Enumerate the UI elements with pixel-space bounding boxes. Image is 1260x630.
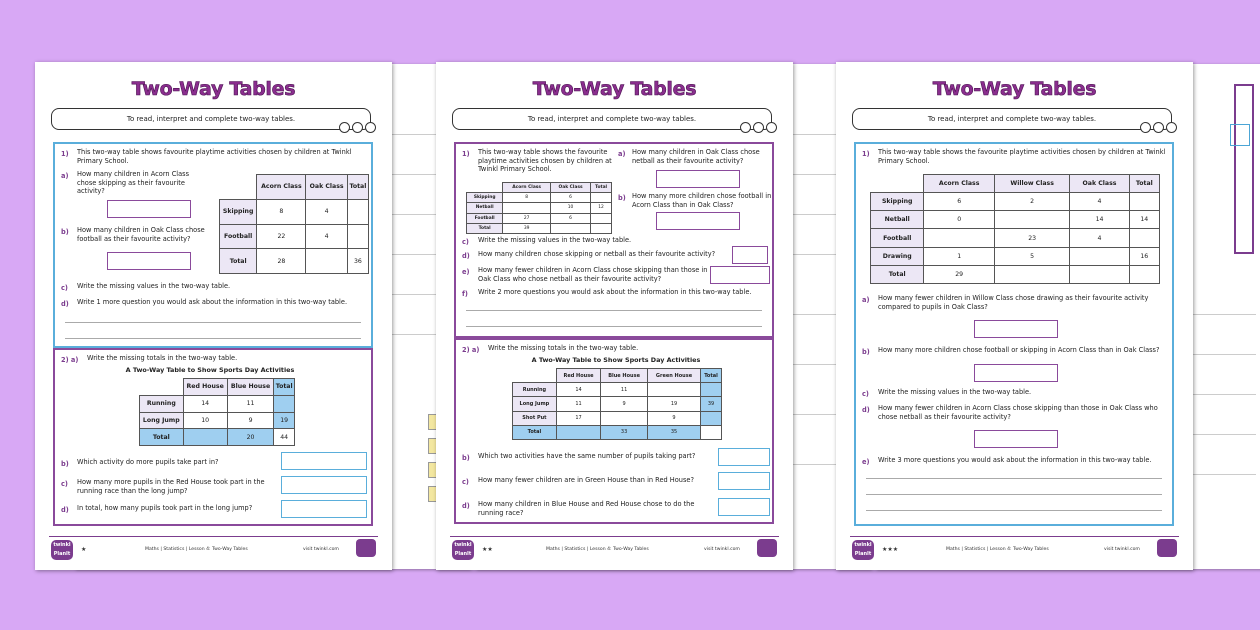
table-row-label: Total [513,425,557,439]
table-header: Total [701,369,722,383]
table-cell: 14 [1070,211,1129,229]
worksheet-1-front-page [35,62,392,570]
question-1: This two-way table shows the favourite playtime activities chosen by children at Twinkl Primary School. [878,148,1166,165]
table-header: Total [591,183,612,193]
table-cell: 17 [556,411,600,425]
table-cell: 4 [1070,229,1129,247]
answer-box-1a[interactable] [107,200,191,218]
table-row-label: Running [140,395,184,412]
worksheet-3 [836,62,1226,570]
table-cell: 28 [257,249,306,274]
table-cell: 9 [601,397,648,411]
table-cell[interactable] [924,229,994,247]
table-title: A Two-Way Table to Show Sports Day Activities [125,366,295,374]
footer-lesson-text: Maths | Statistics | Lesson 4: Two-Way Tables [546,547,649,552]
table-header: Oak Class [1070,175,1129,193]
question-2c: How many fewer children are in Green House than in Red House? [478,476,694,484]
table-header: Blue House [227,379,274,396]
question-2d: How many children in Blue House and Red House chose to do the running race? [478,500,695,517]
table-cell[interactable] [347,224,368,249]
table-cell: 27 [503,213,551,223]
answer-box-1b[interactable] [656,212,740,230]
question-1a: How many children in Oak Class chose netball as their favourite activity? [632,148,760,165]
answer-box-1e[interactable] [710,266,770,284]
question-1a: How many fewer children in Willow Class chose drawing as their favourite activity compared to pupils in Oak Class? [878,294,1149,311]
footer-url: visit twinkl.com [704,547,740,552]
table-row-label: Long Jump [140,412,184,429]
table-cell: 1 [924,247,994,265]
table-cell: 39 [503,223,551,233]
table-header: Acorn Class [924,175,994,193]
table-cell: 4 [306,224,347,249]
table-cell[interactable] [701,425,722,439]
question-1c: Write the missing values in the two-way table. [77,282,231,290]
table-cell[interactable] [1129,265,1159,283]
question-1d: Write 1 more question you would ask about the information in this two-way table. [77,298,348,306]
table-cell: 12 [591,203,612,213]
table-row-label: Drawing [871,247,924,265]
table-cell: 44 [274,429,295,446]
question-1c: Write the missing values in the two-way table. [878,388,1032,396]
question-1b: How many more children chose football in Acorn Class than in Oak Class? [632,192,772,209]
table-cell: 6 [550,193,590,203]
footer-lesson-text: Maths | Statistics | Lesson 4: Two-Way Tables [145,547,248,552]
twinkl-logo: twinkl PlanIt [51,540,73,560]
table-row-label: Total [467,223,503,233]
two-way-table-2 [512,368,722,440]
question-1a: How many children in Acorn Class chose skipping as their favourite activity? [77,170,190,196]
planit-badge-icon [757,539,777,557]
table-cell: 8 [257,199,306,224]
table-cell: 2 [994,193,1070,211]
table-cell[interactable] [1070,265,1129,283]
table-cell: 8 [503,193,551,203]
two-way-table-1 [219,174,369,274]
worksheet-2-front-page [436,62,793,570]
answer-box-1a[interactable] [974,320,1058,338]
two-way-table-1 [466,182,612,234]
worksheet-title: Two-Way Tables [131,78,296,100]
table-cell: 14 [1129,211,1159,229]
page-footer [436,536,793,564]
table-cell: 6 [924,193,994,211]
answer-box-2d[interactable] [718,498,770,516]
question-1f: Write 2 more questions you would ask about the information in this two-way table. [478,288,752,296]
worksheet-3-front-page [836,62,1193,570]
table-header: Green House [647,369,700,383]
question-2c: How many more pupils in the Red House took part in the running race than the long jump? [77,478,265,495]
table-row-label: Football [467,213,503,223]
table-cell: 35 [647,425,700,439]
table-cell: 10 [183,412,227,429]
table-cell[interactable] [701,411,722,425]
answer-box-2c[interactable] [718,472,770,490]
table-row-label: Total [140,429,184,446]
table-cell: 20 [227,429,274,446]
table-cell: 0 [924,211,994,229]
table-cell: 11 [601,383,648,397]
table-cell: 33 [601,425,648,439]
table-cell[interactable] [183,429,227,446]
question-1e: How many fewer children in Acorn Class chose skipping than those in Oak Class who chose netball as their favourite activity? [478,266,708,283]
table-header: Total [347,175,368,200]
worksheet-title: Two-Way Tables [532,78,697,100]
question-1: This two-way table shows favourite playtime activities chosen by children at Twinkl Primary School. [77,148,352,165]
answer-box-1a[interactable] [656,170,740,188]
table-row-label: Running [513,383,557,397]
table-row-label: Netball [467,203,503,213]
table-cell: 9 [227,412,274,429]
answer-box-1d[interactable] [974,430,1058,448]
question-1d: How many children chose skipping or netball as their favourite activity? [478,250,716,258]
table-row-label: Skipping [871,193,924,211]
twinkl-logo: twinkl PlanIt [852,540,874,560]
table-cell[interactable] [994,265,1070,283]
table-cell: 4 [306,199,347,224]
question-2d: In total, how many pupils took part in the long jump? [77,504,253,512]
planit-badge-icon [1157,539,1177,557]
page-footer [35,536,392,564]
table-header: Acorn Class [257,175,306,200]
table-cell: 5 [994,247,1070,265]
table-header: Total [274,379,295,396]
table-row-label: Skipping [467,193,503,203]
worksheet-title: Two-Way Tables [932,78,1097,100]
table-header: Oak Class [550,183,590,193]
learning-objective: To read, interpret and complete two-way tables. [852,108,1172,130]
footer-url: visit twinkl.com [1104,547,1140,552]
answer-box-2d[interactable] [281,500,367,518]
table-header: Willow Class [994,175,1070,193]
page-footer [836,536,1193,564]
learning-objective: To read, interpret and complete two-way tables. [51,108,371,130]
difficulty-stars: ★ [81,546,87,553]
learning-objective: To read, interpret and complete two-way tables. [452,108,772,130]
question-2b: Which activity do more pupils take part in? [77,458,219,466]
table-cell: 19 [274,412,295,429]
planit-badge-icon [356,539,376,557]
footer-url: visit twinkl.com [303,547,339,552]
table-cell[interactable] [556,425,600,439]
table-cell: 39 [701,397,722,411]
table-cell: 36 [347,249,368,274]
table-cell[interactable] [274,395,295,412]
question-1: This two-way table shows the favourite playtime activities chosen by children at Twinkl Primary School. [478,148,612,174]
table-row-label: Netball [871,211,924,229]
table-cell[interactable] [591,213,612,223]
table-cell[interactable] [1129,193,1159,211]
question-1c: Write the missing values in the two-way table. [478,236,632,244]
table-header: Blue House [601,369,648,383]
worksheet-2 [436,62,826,570]
table-header: Red House [556,369,600,383]
question-2: Write the missing totals in the two-way table. [87,354,238,362]
table-row-label: Long Jump [513,397,557,411]
table-row-label: Total [871,265,924,283]
table-cell: 6 [550,213,590,223]
question-2b: Which two activities have the same number of pupils taking part? [478,452,696,460]
table-header: Acorn Class [503,183,551,193]
answer-box-1b[interactable] [107,252,191,270]
twinkl-logo: twinkl PlanIt [452,540,474,560]
table-row-label: Total [220,249,257,274]
table-cell: 23 [994,229,1070,247]
question-2: Write the missing totals in the two-way table. [488,344,639,352]
table-row-label: Skipping [220,199,257,224]
difficulty-stars: ★★ [482,546,493,553]
table-cell: 22 [257,224,306,249]
question-1b: How many more children chose football or skipping in Acorn Class than in Oak Class? [878,346,1160,354]
difficulty-dots [1140,122,1177,133]
table-row-label: Football [871,229,924,247]
table-cell: 4 [1070,193,1129,211]
table-row-label: Shot Put [513,411,557,425]
question-panel-2: 2) a) Write the missing totals in the two-way table. A Two-Way Table to Show Sports Day Activities Red House Blue House Green House Total Running 14 11 Long Jump 11 9 19 39 Shot Put 17 9 Total 33 35 b) Which two activities have the same number of pupils taking part? c) How many fewer children are in Green House than in Red House? d) How many children in Blue House and Red House chose to do the running race? [454,338,774,524]
answer-box-2c[interactable] [281,476,367,494]
question-1e: Write 3 more questions you would ask about the information in this two-way table. [878,456,1152,464]
question-1b: How many children in Oak Class chose football as their favourite activity? [77,226,205,243]
table-title: A Two-Way Table to Show Sports Day Activities [531,356,701,364]
table-cell[interactable] [647,383,700,397]
worksheet-1 [35,62,425,570]
answer-box-2b[interactable] [718,448,770,466]
question-panel-1: 1) This two-way table shows the favourite playtime activities chosen by children at Twinkl Primary School. Acorn Class Oak Class Total Skipping 8 6 Netball 10 12 Football 27 6 Total 39 a) How many children in Oak Class chose netball as their favourite activity? b) How many more children chose football in Acorn Class than in Oak Class? c) Write the missing values in the two-way table. d) How many children chose skipping or netball as their favourite activity? e) How many fewer children in Acorn Class chose skipping than those in Oak Class who chose netball as their favourite activity? f) Write 2 more questions you would ask about the information in this two-way table. [454,142,774,338]
table-cell[interactable] [591,193,612,203]
difficulty-dots [740,122,777,133]
difficulty-stars: ★★★ [882,546,899,553]
two-way-table-1 [870,174,1160,284]
table-cell: 14 [556,383,600,397]
table-cell[interactable] [1070,247,1129,265]
answer-box-1b[interactable] [974,364,1058,382]
question-panel-2: 2) a) Write the missing totals in the two-way table. A Two-Way Table to Show Sports Day Activities Red House Blue House Total Running 14 11 Long Jump 10 9 19 Total 20 44 b) Which activity do more pupils take part in? c) How many more pupils in the Red House took part in the running race than the long jump? d) In total, how many pupils took part in the long jump? [53,348,373,526]
table-cell: 29 [924,265,994,283]
question-1d: How many fewer children in Acorn Class chose skipping than those in Oak Class who chose netball as their favourite activity? [878,404,1158,421]
table-header: Oak Class [306,175,347,200]
table-cell[interactable] [550,223,590,233]
table-cell[interactable] [994,211,1070,229]
table-cell: 10 [550,203,590,213]
answer-box-1d[interactable] [732,246,768,264]
table-row-label: Football [220,224,257,249]
table-header: Total [1129,175,1159,193]
table-cell[interactable] [1129,229,1159,247]
table-cell: 14 [183,395,227,412]
table-cell: 11 [556,397,600,411]
table-cell: 11 [227,395,274,412]
footer-lesson-text: Maths | Statistics | Lesson 4: Two-Way Tables [946,547,1049,552]
question-panel-1: 1) This two-way table shows favourite playtime activities chosen by children at Twinkl Primary School. a) How many children in Acorn Class chose skipping as their favourite activity? b) How many children in Oak Class chose football as their favourite activity? Acorn Class Oak Class Total Skipping 8 4 Football 22 4 Total 28 36 c) Write the missing values in the two-way table. d) Write 1 more question you would ask about the information in this two-way table. [53,142,373,348]
question-panel-1: 1) This two-way table shows the favourite playtime activities chosen by children at Twinkl Primary School. Acorn Class Willow Class Oak Class Total Skipping 6 2 4 Netball 0 14 14 Football 23 4 Drawing 1 5 16 Total 29 a) How many fewer children in Willow Class chose drawing as their favourite activity compared to pupils in Oak Class? b) How many more children chose football or skipping in Acorn Class than in Oak Class? c) Write the missing values in the two-way table. d) How many fewer children in Acorn Class chose skipping than those in Oak Class who chose netball as their favourite activity? e) Write 3 more questions you would ask about the information in this two-way table. [854,142,1174,526]
table-cell[interactable] [591,223,612,233]
table-cell: 9 [647,411,700,425]
table-cell: 16 [1129,247,1159,265]
table-cell[interactable] [347,199,368,224]
two-way-table-2 [139,378,295,446]
table-cell: 19 [647,397,700,411]
difficulty-dots [339,122,376,133]
table-cell[interactable] [503,203,551,213]
table-cell[interactable] [601,411,648,425]
answer-box-2b[interactable] [281,452,367,470]
table-cell[interactable] [306,249,347,274]
table-cell[interactable] [701,383,722,397]
table-header: Red House [183,379,227,396]
